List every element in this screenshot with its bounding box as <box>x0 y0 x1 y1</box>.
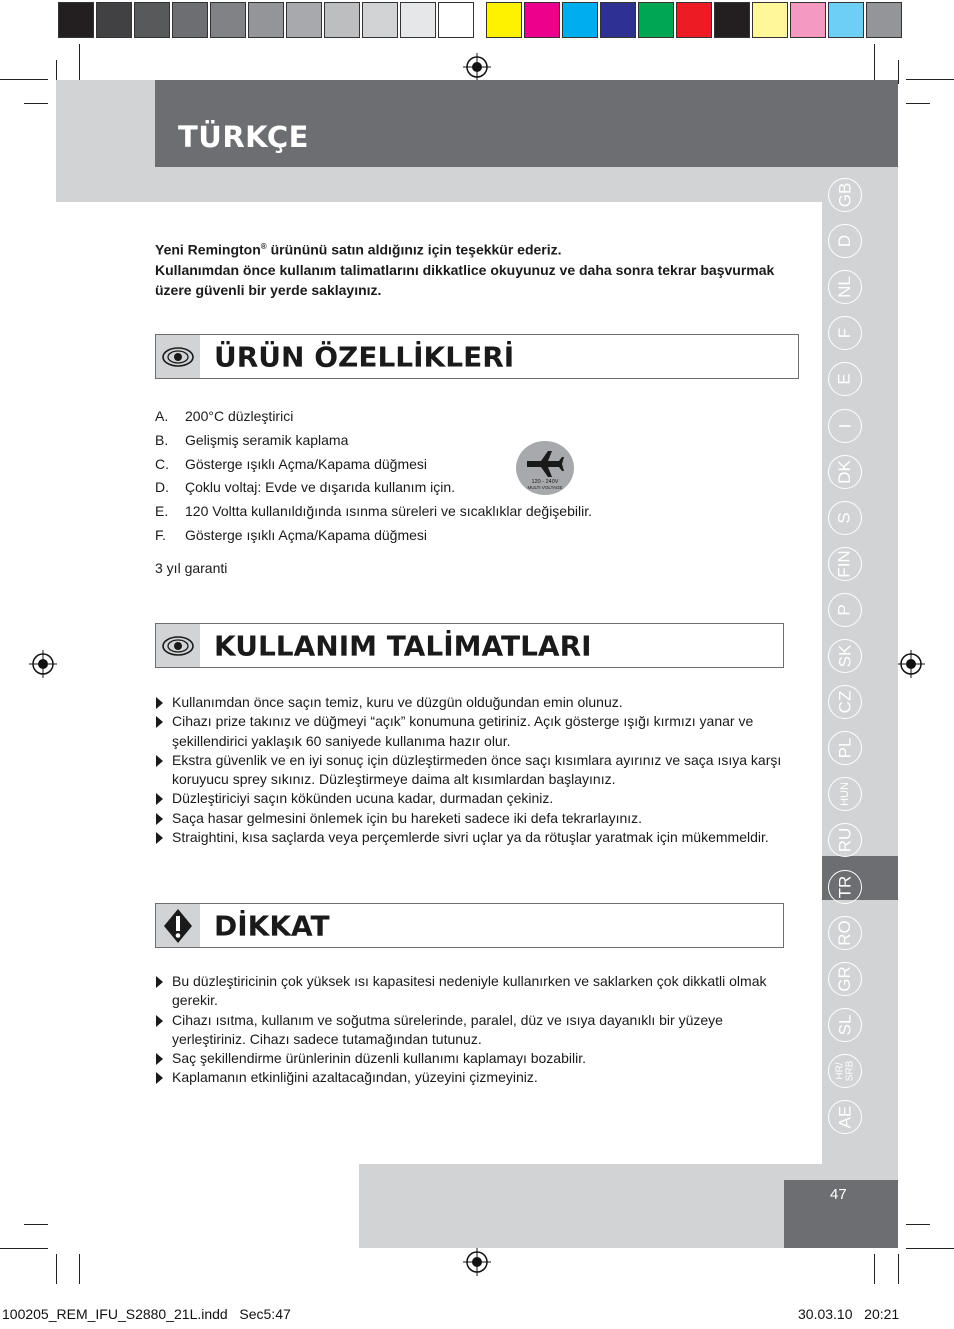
color-swatch <box>638 2 674 38</box>
registered-mark: ® <box>260 242 267 251</box>
language-tab-ae[interactable] <box>828 1100 862 1134</box>
feature-letter: C. <box>155 455 169 472</box>
bullet-arrow-icon <box>156 832 163 844</box>
language-tab-tr[interactable] <box>828 870 862 904</box>
color-swatch <box>438 2 474 38</box>
language-tab-cz[interactable] <box>828 685 862 719</box>
language-tab-f[interactable] <box>828 316 862 350</box>
list-item <box>155 972 795 1011</box>
language-tab-label: RU <box>835 827 854 853</box>
language-tab-sl[interactable] <box>828 1008 862 1042</box>
crop-mark <box>0 79 48 80</box>
list-item-text: Kullanımdan önce saçın temiz, kuru ve düzgün olduğundan emin olunuz. <box>172 694 623 710</box>
color-swatch <box>134 2 170 38</box>
usage-list <box>155 693 795 847</box>
language-tab-ru[interactable] <box>828 823 862 857</box>
eye-icon <box>156 335 200 378</box>
language-tab-label: AE <box>835 1105 854 1129</box>
list-item-text: Saça hasar gelmesini önlemek için bu hareketi sadece iki defa tekrarlayınız. <box>172 809 643 826</box>
language-tab-label: NL <box>834 276 854 298</box>
language-tab-p[interactable] <box>828 593 862 627</box>
list-item-text: Cihazı prize takınız ve düğmeyi “açık” konumuna getiriniz. Açık gösterge ışığı kırmızı yanar ve şekillendirici yaklaşık 60 saniyede kullanıma hazır olur. <box>172 713 754 749</box>
list-item <box>155 809 795 828</box>
list-item <box>155 1011 795 1050</box>
crop-mark <box>24 1224 48 1225</box>
language-tab-fin[interactable] <box>828 547 862 581</box>
bullet-arrow-icon <box>156 1053 163 1065</box>
usage-title: KULLANIM TALİMATLARI <box>214 629 592 662</box>
language-tab-label: P <box>835 604 854 616</box>
warning-icon <box>156 904 200 947</box>
language-tab-nl[interactable] <box>828 270 862 304</box>
crop-mark <box>874 1254 875 1284</box>
language-tab-dk[interactable] <box>828 455 862 489</box>
list-item-text: Ekstra güvenlik ve en iyi sonuç için düzleştirmeden önce saçı kısımlara ayırınız ve saça ısıya karşı koruyucu sprey sıkınız. Düzleştirmeye daima alt kısımlardan başlayınız. <box>172 751 782 788</box>
date-slug: 30.03.10 20:21 <box>798 1306 900 1322</box>
feature-text: 120 Voltta kullanıldığında ısınma süreleri ve sıcaklıklar değişebilir. <box>185 503 592 520</box>
language-tab-hr-srb[interactable] <box>828 1054 862 1088</box>
feature-item <box>155 526 427 544</box>
intro-instruction: Kullanımdan önce kullanım talimatlarını dikkatlice okuyunuz ve daha sonra tekrar başvurmak üzere güvenli bir yerde saklayınız. <box>155 261 775 298</box>
feature-text: Gösterge ışıklı Açma/Kapama düğmesi <box>185 455 427 472</box>
caution-list <box>155 972 795 1088</box>
list-item-text: Cihazı ısıtma, kullanım ve soğutma sürelerinde, paralel, düz ve ısıya dayanıklı bir yüzeye yerleştiriniz. Cihazı sadece tutamağından tutunuz. <box>172 1011 723 1047</box>
crop-mark <box>24 103 48 104</box>
language-tab-ro[interactable] <box>828 916 862 950</box>
caution-title: DİKKAT <box>214 909 330 942</box>
features-heading <box>155 334 799 379</box>
crop-mark <box>906 1248 954 1249</box>
language-tab-i[interactable] <box>828 409 862 443</box>
feature-item <box>155 478 455 496</box>
language-tab-d[interactable] <box>828 224 862 258</box>
color-swatch <box>400 2 436 38</box>
bullet-arrow-icon <box>156 697 163 709</box>
feature-letter: F. <box>155 527 166 543</box>
list-item <box>155 1068 795 1087</box>
list-item <box>155 789 795 808</box>
crop-mark <box>898 60 899 84</box>
page-number: 47 <box>830 1186 847 1203</box>
language-tab-label: PL <box>834 737 854 759</box>
feature-item <box>155 502 592 520</box>
feature-text: 200°C düzleştirici <box>185 408 294 424</box>
bullet-arrow-icon <box>156 755 163 767</box>
crop-mark <box>906 103 930 104</box>
feature-item <box>155 407 293 425</box>
crop-mark <box>906 79 954 80</box>
color-swatch <box>562 2 598 38</box>
color-swatch <box>286 2 322 38</box>
bullet-arrow-icon <box>156 813 163 825</box>
language-tab-label: I <box>834 423 854 429</box>
language-tab-label: F <box>834 327 854 339</box>
registration-mark-icon <box>897 650 925 678</box>
language-tab-pl[interactable] <box>828 731 862 765</box>
badge-multi-voltage: MULTI VOLTAGE <box>527 485 563 490</box>
color-swatch <box>600 2 636 38</box>
list-item-text: Düzleştiriciyi saçın kökünden ucuna kadar, durmadan çekiniz. <box>172 790 554 807</box>
color-swatch <box>828 2 864 38</box>
list-item <box>155 828 795 847</box>
feature-item <box>155 455 427 473</box>
language-tab-label: S <box>835 512 854 524</box>
language-tab-gr[interactable] <box>828 962 862 996</box>
caution-heading <box>155 903 784 948</box>
usage-heading <box>155 623 784 668</box>
language-tab-label: GB <box>835 182 854 208</box>
list-item-text: Straightini, kısa saçlarda veya perçemlerde sivri uçlar ya da rötuşlar yaratmak için mükemmeldir. <box>172 829 769 846</box>
language-tab-sk[interactable] <box>828 639 862 673</box>
bullet-arrow-icon <box>156 793 163 805</box>
feature-letter: A. <box>155 408 169 424</box>
feature-letter: B. <box>155 431 169 448</box>
list-item-text: Saç şekillendirme ürünlerinin düzenli kullanımı kaplamayı bozabilir. <box>172 1050 586 1067</box>
language-tab-label: D <box>835 234 854 248</box>
list-item <box>155 751 795 790</box>
color-swatch <box>524 2 560 38</box>
color-swatch <box>362 2 398 38</box>
color-swatch <box>172 2 208 38</box>
feature-text: Gösterge ışıklı Açma/Kapama düğmesi <box>185 527 427 543</box>
color-swatch <box>58 2 94 38</box>
feature-letter: E. <box>155 503 169 520</box>
features-title: ÜRÜN ÖZELLİKLERİ <box>214 340 515 373</box>
language-tab-label: SK <box>835 644 854 668</box>
language-tab-label: RO <box>835 920 854 946</box>
crop-mark <box>874 44 875 84</box>
bullet-arrow-icon <box>156 1072 163 1084</box>
color-swatch <box>324 2 360 38</box>
badge-voltage: 120 - 240V <box>531 479 559 485</box>
language-tab-label: DK <box>835 460 854 484</box>
color-swatch <box>486 2 522 38</box>
list-item <box>155 693 795 712</box>
feature-letter: D. <box>155 479 169 496</box>
language-tab-label: SL <box>834 1014 854 1036</box>
airplane-icon <box>515 440 575 496</box>
bullet-arrow-icon <box>156 976 163 988</box>
crop-mark <box>79 44 80 84</box>
list-item <box>155 712 795 751</box>
language-tab-label: HUN <box>839 782 851 806</box>
bullet-arrow-icon <box>156 1015 163 1027</box>
registration-mark-icon <box>463 53 491 81</box>
page-title: TÜRKÇE <box>178 120 309 154</box>
language-tab-label: HR/ SRB <box>834 1060 855 1082</box>
language-tab-s[interactable] <box>828 501 862 535</box>
language-tab-label: TR <box>834 875 854 899</box>
color-swatch <box>866 2 902 38</box>
list-item-text: Bu düzleştiricinin çok yüksek ısı kapasitesi nedeniyle kullanırken ve saklarken çok dikkatli olmak gerekir. <box>172 973 767 1009</box>
file-slug: 100205_REM_IFU_S2880_21L.indd Sec5:47 <box>2 1306 291 1322</box>
feature-item <box>155 431 348 449</box>
eye-icon <box>156 624 200 667</box>
intro-brand: Yeni Remington <box>155 241 261 258</box>
intro-thanks: ürününü satın aldığınız için teşekkür ederiz. <box>266 241 562 258</box>
list-item <box>155 1049 795 1068</box>
crop-mark <box>56 1254 57 1284</box>
crop-mark <box>906 1224 930 1225</box>
color-swatch <box>676 2 712 38</box>
color-swatch <box>210 2 246 38</box>
language-tab-label: FIN <box>834 550 854 578</box>
color-swatch <box>248 2 284 38</box>
crop-mark <box>0 1248 48 1249</box>
language-tab-label: GR <box>835 966 854 992</box>
intro-text <box>155 237 805 300</box>
color-swatch <box>752 2 788 38</box>
language-tab-hun[interactable] <box>828 777 862 811</box>
registration-mark-icon <box>463 1248 491 1276</box>
language-tab-e[interactable] <box>828 362 862 396</box>
warranty-text: 3 yıl garanti <box>155 560 228 576</box>
color-swatch <box>790 2 826 38</box>
list-item-text: Kaplamanın etkinliğini azaltacağından, yüzeyini çizmeyiniz. <box>172 1069 538 1086</box>
color-swatch <box>96 2 132 38</box>
crop-mark <box>898 1254 899 1284</box>
language-tab-gb[interactable] <box>828 178 862 212</box>
bullet-arrow-icon <box>156 716 163 728</box>
feature-text: Gelişmiş seramik kaplama <box>185 431 349 448</box>
color-swatch <box>714 2 750 38</box>
registration-mark-icon <box>29 650 57 678</box>
crop-mark <box>79 1254 80 1284</box>
language-tab-label: CZ <box>834 690 854 714</box>
feature-text: Çoklu voltaj: Evde ve dışarıda kullanım için. <box>185 479 456 496</box>
language-tab-label: E <box>835 373 854 385</box>
